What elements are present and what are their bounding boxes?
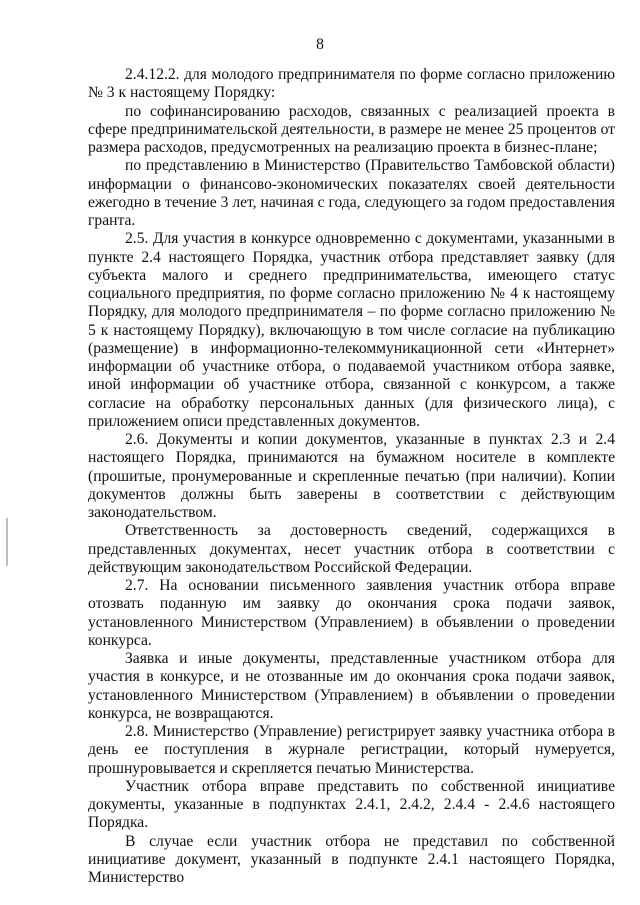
paragraph-own-initiative: Участник отбора вправе представить по собственной инициативе документы, указанные в подпунктах 2.4.1, 2.4.2, 2.4.4 - 2.4.6 настоящего Порядка. xyxy=(88,777,615,832)
paragraph-responsibility: Ответственность за достоверность сведений, содержащихся в представленных документах, несет участник отбора в соответствии с действующим законодательством Российской Федерации. xyxy=(88,522,615,576)
scan-margin-mark xyxy=(6,518,8,566)
paragraph-reporting: по представлению в Министерство (Правительство Тамбовской области) информации о финансово-экономических показателях своей деятельности ежегодно в течение 3 лет, начиная с года, следующего за годом предоставления гранта. xyxy=(88,157,615,229)
paragraph-2-4-12-2: 2.4.12.2. для молодого предпринимателя по форме согласно приложению № 3 к настоящему Порядку: xyxy=(88,66,615,102)
paragraph-2-5: 2.5. Для участия в конкурсе одновременно с документами, указанными в пункте 2.4 настоящего Порядка, участник отбора представляет заявку (для субъекта малого и среднего предпринимательства, имеющего статус социального предприятия, по форме согласно приложению № 4 к настоящему Порядку, для молодого предпринимателя – по форме согласно приложению № 5 к настоящему Порядку), включающую в том числе согласие на публикацию (размещение) в информационно-телекоммуникационной сети «Интернет» информации об участнике отбора, о подаваемой участником отбора заявке, иной информации об участнике отбора, связанной с конкурсом, а также согласие на обработку персональных данных (для физического лица), с приложением описи представленных документов. xyxy=(88,230,615,430)
paragraph-2-6: 2.6. Документы и копии документов, указанные в пунктах 2.3 и 2.4 настоящего Порядка, принимаются на бумажном носителе в комплекте (прошитые, пронумерованные и скрепленные печатью (при наличии). Копии документов должны быть заверены в соответствии с действующим законодательством. xyxy=(88,431,615,521)
paragraph-2-7: 2.7. На основании письменного заявления участник отбора вправе отозвать поданную им заявку до окончания срока подачи заявок, установленного Министерством (Управлением) в объявлении о проведении конкурса. xyxy=(88,577,615,649)
paragraph-if-not-submitted: В случае если участник отбора не представил по собственной инициативе документ, указанный в подпункте 2.4.1 настоящего Порядка, Министерство xyxy=(88,832,615,886)
document-body xyxy=(88,66,615,887)
paragraph-not-returned: Заявка и иные документы, представленные участником отбора для участия в конкурсе, и не отозванные им до окончания срока подачи заявок, установленного Министерством (Управлением) в объявлении о проведении конкурса, не возвращаются. xyxy=(88,650,615,722)
paragraph-2-8: 2.8. Министерство (Управление) регистрирует заявку участника отбора в день ее поступления в журнале регистрации, который нумеруется, прошнуровывается и скрепляется печатью Министерства. xyxy=(88,723,615,777)
page-number: 8 xyxy=(316,36,324,53)
paragraph-cofinancing: по софинансированию расходов, связанных с реализацией проекта в сфере предпринимательской деятельности, в размере не менее 25 процентов от размера расходов, предусмотренных на реализацию проекта в бизнес-плане; xyxy=(88,102,615,156)
